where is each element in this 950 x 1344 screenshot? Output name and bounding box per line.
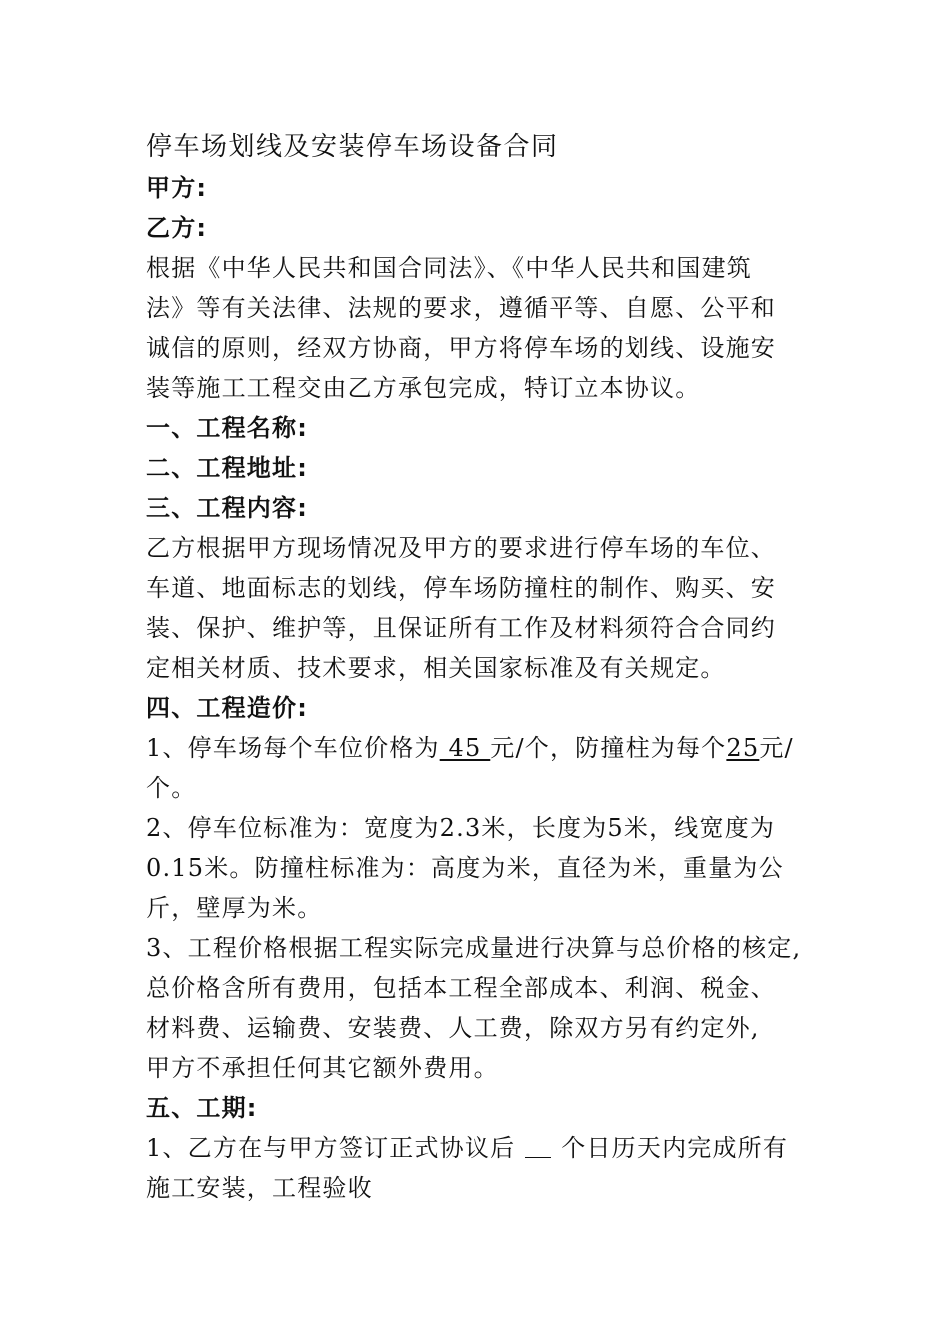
settlement-line: 材料费、运输费、安装费、人工费，除双方另有约定外, (146, 1014, 760, 1042)
price-line (146, 728, 826, 768)
party-b-label: 乙方: (146, 214, 208, 242)
party-a-label: 甲方: (146, 174, 208, 202)
content-line: 定相关材质、技术要求，相关国家标准及有关规定。 (146, 654, 726, 682)
period-clause-1 (146, 1128, 826, 1208)
standard-line: 2、停车位标准为：宽度为2.3米，长度为5米，线宽度为 (146, 814, 776, 842)
standard-line: 斤，壁厚为米。 (146, 894, 323, 922)
section-project-name: 一、工程名称: (146, 414, 308, 442)
intro-line: 法》等有关法律、法规的要求，遵循平等、自愿、公平和 (146, 294, 776, 322)
intro-line: 诚信的原则，经双方协商，甲方将停车场的划线、设施安 (146, 334, 776, 362)
price-clause-3 (146, 928, 826, 1088)
settlement-line: 甲方不承担任何其它额外费用。 (146, 1054, 499, 1082)
section-project-cost: 四、工程造价: (146, 694, 308, 722)
section-project-content: 三、工程内容: (146, 494, 308, 522)
period-line (146, 1128, 826, 1168)
intro-line: 根据《中华人民共和国合同法》、《中华人民共和国建筑 (146, 254, 752, 282)
document-title: 停车场划线及安装停车场设备合同 (146, 132, 559, 162)
period-prefix: 1、乙方在与甲方签订正式协议后 (146, 1134, 516, 1162)
settlement-line: 3、工程价格根据工程实际完成量进行决算与总价格的核定, (146, 934, 802, 962)
price-mid: 元/个，防撞柱为每个 (490, 734, 727, 762)
parking-space-price: 45 (439, 734, 491, 762)
bollard-price: 25 (726, 734, 760, 762)
price-prefix: 1、停车场每个车位价格为 (146, 734, 440, 762)
price-line-2: 个。 (146, 774, 197, 802)
intro-line: 装等施工工程交由乙方承包完成，特订立本协议。 (146, 374, 701, 402)
content-line: 车道、地面标志的划线，停车场防撞柱的制作、购买、安 (146, 574, 776, 602)
intro-paragraph (146, 248, 826, 408)
content-line: 乙方根据甲方现场情况及甲方的要求进行停车场的车位、 (146, 534, 776, 562)
settlement-line: 总价格含所有费用，包括本工程全部成本、利润、税金、 (146, 974, 776, 1002)
price-suffix: 元/ (759, 734, 794, 762)
contract-document (146, 126, 826, 1208)
standard-line: 0.15米。防撞柱标准为：高度为米，直径为米，重量为公 (146, 854, 784, 882)
content-line: 装、保护、维护等，且保证所有工作及材料须符合合同约 (146, 614, 776, 642)
price-clause-2 (146, 808, 826, 928)
section-construction-period: 五、工期: (146, 1094, 258, 1122)
period-line-2: 施工安装，工程验收 (146, 1174, 373, 1202)
section-project-address: 二、工程地址: (146, 454, 308, 482)
price-clause-1 (146, 728, 826, 808)
period-suffix: 个日历天内完成所有 (561, 1134, 789, 1162)
days-blank (525, 1135, 551, 1158)
content-paragraph (146, 528, 826, 688)
